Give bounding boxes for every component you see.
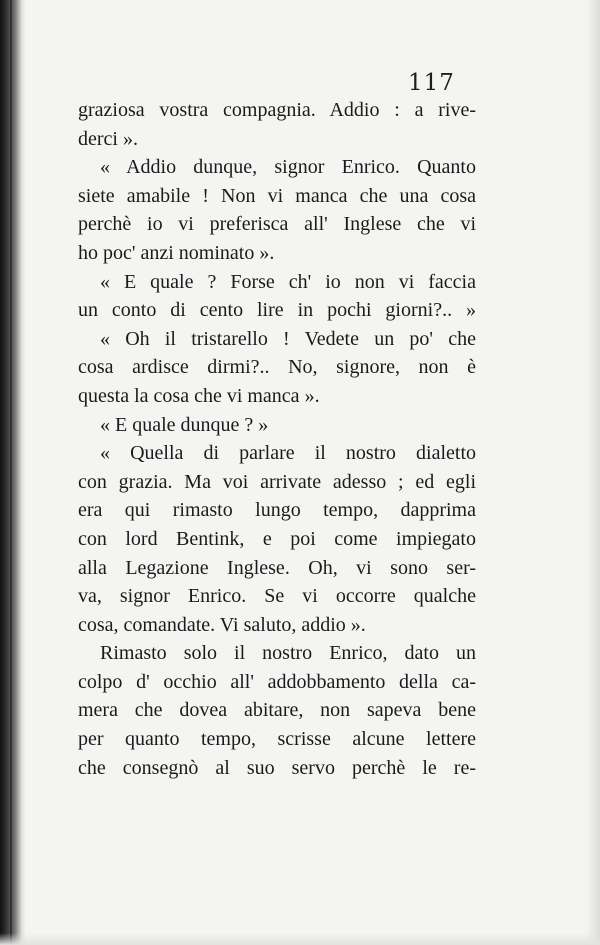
text-line: « E quale dunque ? » <box>100 413 269 436</box>
page-number: 117 <box>408 70 455 96</box>
text-line: colpo d' occhio all' addobbamento della ca- <box>78 670 476 693</box>
text-line: alla Legazione Inglese. Oh, vi sono ser- <box>78 556 476 579</box>
text-line: cosa, comandate. Vi saluto, addio ». <box>78 613 366 636</box>
text-line: questa la cosa che vi manca ». <box>78 384 320 407</box>
text-line: era qui rimasto lungo tempo, dapprima <box>78 499 476 522</box>
text-line: « Oh il tristarello ! Vedete un po' che <box>100 327 476 350</box>
text-line: derci ». <box>78 127 138 150</box>
text-line: « Addio dunque, signor Enrico. Quanto <box>100 156 476 179</box>
page-bottom-edge <box>0 933 600 945</box>
text-line: « E quale ? Forse ch' io non vi faccia <box>100 270 476 293</box>
text-line: un conto di cento lire in pochi giorni?.. » <box>78 299 476 322</box>
text-line: graziosa vostra compagnia. Addio : a rive- <box>78 99 476 121</box>
text-line: Rimasto solo il nostro Enrico, dato un <box>100 642 476 665</box>
text-line: siete amabile ! Non vi manca che una cosa <box>78 184 476 207</box>
spine-line <box>10 0 12 945</box>
spine-shadow <box>0 0 26 945</box>
text-line: per quanto tempo, scrisse alcune lettere <box>78 728 476 751</box>
body-text <box>78 96 476 782</box>
text-line: cosa ardisce dirmi?.. No, signore, non è <box>78 356 476 379</box>
text-line: perchè io vi preferisca all' Inglese che vi <box>78 213 476 236</box>
text-line: ho poc' anzi nominato ». <box>78 241 275 264</box>
text-line: « Quella di parlare il nostro dialetto <box>100 442 476 465</box>
text-line: con grazia. Ma voi arrivate adesso ; ed egli <box>78 470 476 493</box>
page-right-edge <box>586 0 600 945</box>
text-line: che consegnò al suo servo perchè le re- <box>78 756 476 779</box>
text-line: va, signor Enrico. Se vi occorre qualche <box>78 585 476 608</box>
text-line: mera che dovea abitare, non sapeva bene <box>78 699 476 722</box>
text-line: con lord Bentink, e poi come impiegato <box>78 527 476 550</box>
